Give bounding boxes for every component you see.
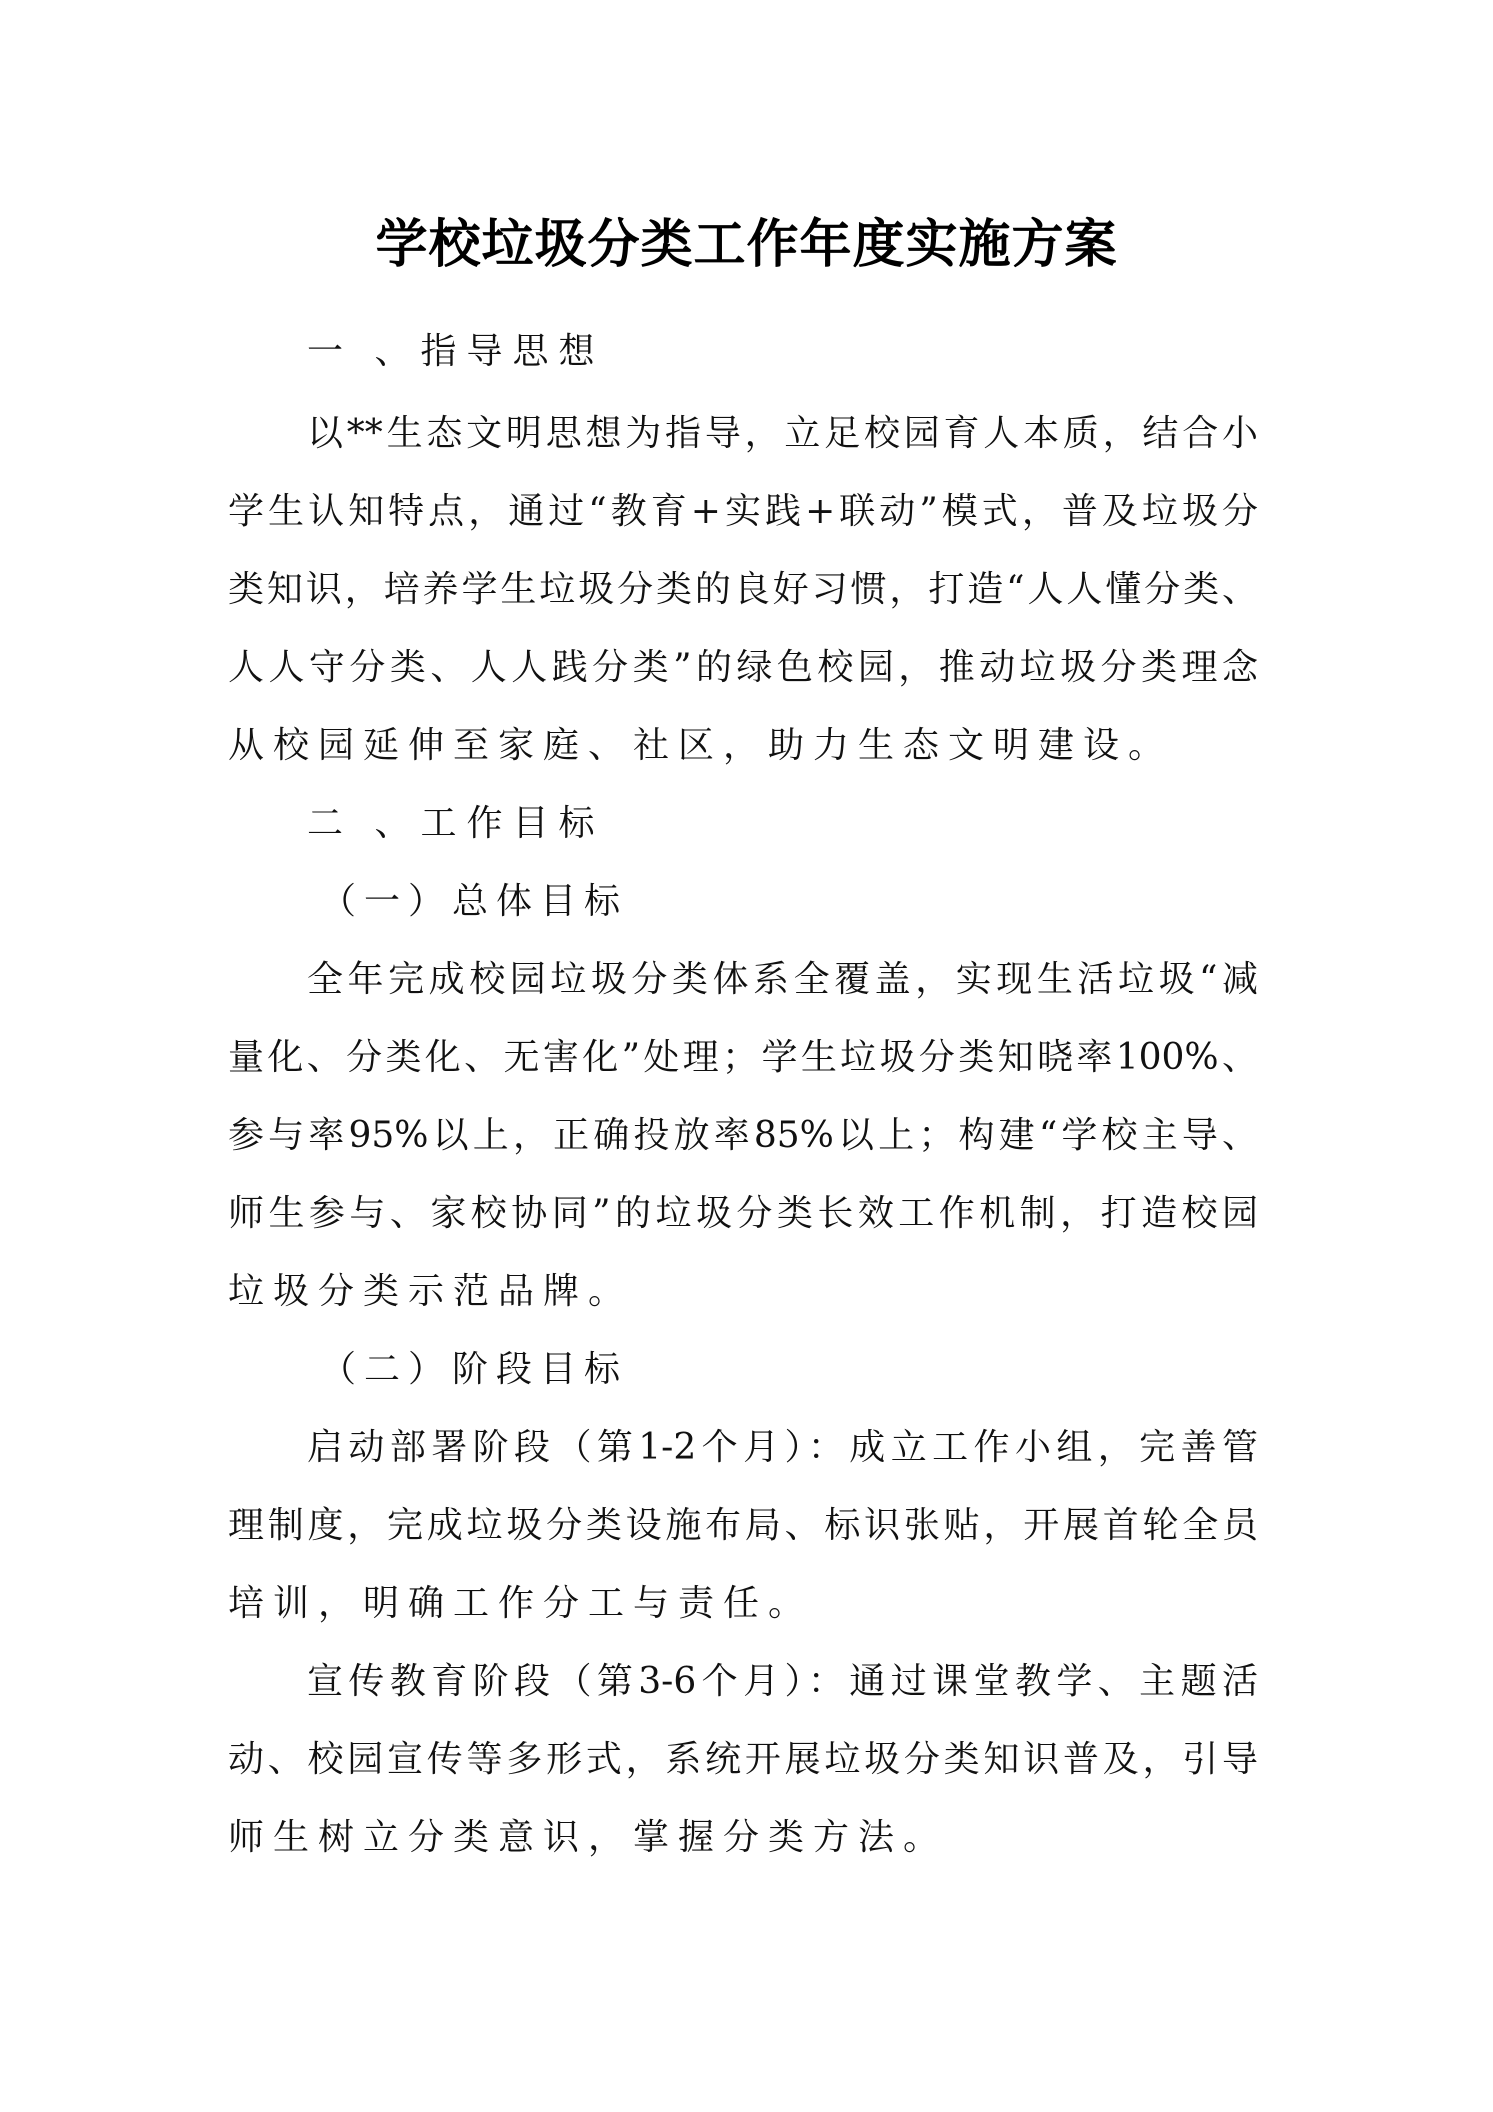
paragraph-line: 参与率95%以上，正确投放率85%以上；构建“学校主导、 [228, 1115, 1258, 1156]
paragraph-line: 以**生态文明思想为指导，立足校园育人本质，结合小 [307, 413, 1258, 454]
paragraph-line: 从校园延伸至家庭、社区，助力生态文明建设。 [228, 725, 1174, 766]
paragraph-line: 学生认知特点，通过“教育+实践+联动”模式，普及垃圾分 [228, 491, 1258, 532]
paragraph-line: 师生树立分类意识，掌握分类方法。 [228, 1817, 949, 1858]
paragraph-line: 启动部署阶段（第1-2个月）：成立工作小组，完善管 [307, 1427, 1258, 1468]
section-heading-work-goals: 二 、工作目标 [307, 803, 605, 844]
paragraph-line: 师生参与、家校协同”的垃圾分类长效工作机制，打造校园 [228, 1193, 1258, 1234]
paragraph-line: 垃圾分类示范品牌。 [228, 1271, 634, 1312]
paragraph-line: 理制度，完成垃圾分类设施布局、标识张贴，开展首轮全员 [228, 1505, 1258, 1546]
document-title: 学校垃圾分类工作年度实施方案 [375, 215, 1118, 275]
section-heading-guiding-ideology: 一 、指导思想 [307, 331, 605, 372]
subsection-heading-overall-goal: （一）总体目标 [320, 881, 629, 922]
paragraph-line: 人人守分类、人人践分类”的绿色校园，推动垃圾分类理念 [228, 647, 1258, 688]
paragraph-line: 宣传教育阶段（第3-6个月）：通过课堂教学、主题活 [307, 1661, 1258, 1702]
paragraph-line: 培训，明确工作分工与责任。 [228, 1583, 814, 1624]
paragraph-line: 动、校园宣传等多形式，系统开展垃圾分类知识普及，引导 [228, 1739, 1258, 1780]
subsection-heading-stage-goals: （二）阶段目标 [320, 1349, 629, 1390]
paragraph-line: 量化、分类化、无害化”处理；学生垃圾分类知晓率100%、 [228, 1037, 1258, 1078]
paragraph-line: 全年完成校园垃圾分类体系全覆盖，实现生活垃圾“减 [307, 959, 1258, 1000]
paragraph-line: 类知识，培养学生垃圾分类的良好习惯，打造“人人懂分类、 [228, 569, 1258, 610]
